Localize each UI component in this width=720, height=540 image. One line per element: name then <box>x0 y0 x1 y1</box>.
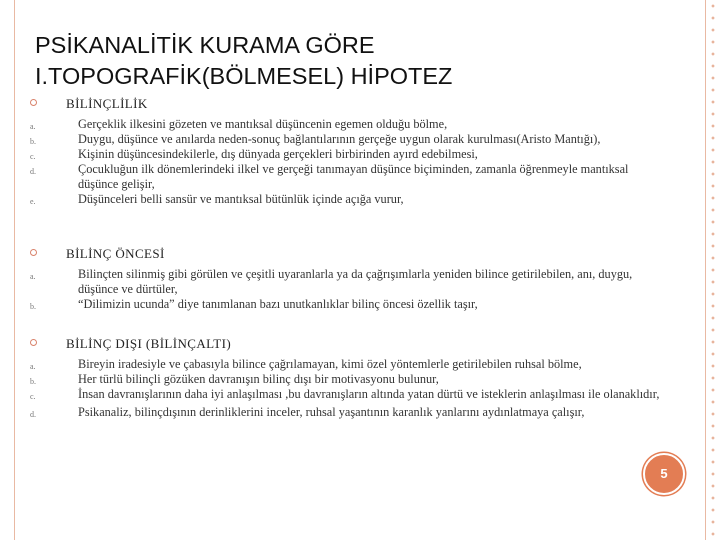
item-letter: b. <box>30 137 36 146</box>
title-line-1: PSİKANALİTİK KURAMA GÖRE <box>35 32 375 58</box>
bullet-icon <box>30 99 37 106</box>
section-heading: BİLİNÇ DIŞI (BİLİNÇALTI) <box>30 335 708 353</box>
page-number: 5 <box>660 466 668 481</box>
list-item <box>30 297 658 312</box>
section-heading: BİLİNÇ ÖNCESİ <box>30 245 658 263</box>
item-letter: b. <box>30 302 36 311</box>
item-letter: d. <box>30 167 36 176</box>
item-text: Bireyin iradesiyle ve çabasıyla bilince çağrılamayan, kimi özel yöntemlerle getirilebilen ruhsal bölme, <box>78 357 582 371</box>
item-text: Psikanaliz, bilinçdışının derinliklerini inceler, ruhsal yaşantının karanlık yanlarını aydınlatmaya çalışır, <box>78 405 585 419</box>
bullet-icon <box>30 249 37 256</box>
item-text: Gerçeklik ilkesini gözeten ve mantıksal düşüncenin egemen olduğu bölme, <box>78 117 448 131</box>
slide-title <box>35 30 675 92</box>
bullet-icon <box>30 339 37 346</box>
item-letter: e. <box>30 197 36 206</box>
item-letter: a. <box>30 122 36 131</box>
item-letter: c. <box>30 392 36 401</box>
item-text: İnsan davranışlarının daha iyi anlaşılması ,bu davranışların altında yatan dürtü ve isteklerin anlaşılması ile olanaklıdır, <box>78 387 660 401</box>
slide-frame-right <box>705 0 706 540</box>
section-bilinc-oncesi <box>30 245 658 312</box>
slide-frame-left <box>14 0 15 540</box>
list-item <box>30 162 638 192</box>
item-letter: b. <box>30 377 36 386</box>
list-item <box>30 132 638 147</box>
item-letter: a. <box>30 362 36 371</box>
list-item <box>30 192 638 207</box>
item-text: Çocukluğun ilk dönemlerindeki ilkel ve gerçeği tanımayan düşünce biçiminden, zamanla öğrenmeyle mantıksal düşünce gelişir, <box>78 162 629 191</box>
title-line-2: I.TOPOGRAFİK(BÖLMESEL) HİPOTEZ <box>35 63 453 89</box>
list-item <box>30 147 638 162</box>
decorative-edge-dots <box>708 0 718 540</box>
list-item <box>30 372 708 387</box>
item-text: Düşünceleri belli sansür ve mantıksal bütünlük içinde açığa vurur, <box>78 192 404 206</box>
item-letter: d. <box>30 410 36 419</box>
item-text: Her türlü bilinçli gözüken davranışın bilinç dışı bir motivasyonu bulunur, <box>78 372 439 386</box>
item-text: “Dilimizin ucunda” diye tanımlanan bazı unutkanlıklar bilinç öncesi özellik taşır, <box>78 297 478 311</box>
list-item <box>30 357 708 372</box>
list-item <box>30 387 708 402</box>
item-text: Kişinin düşüncesindekilerle, dış dünyada gerçekleri birbirinden ayırd edebilmesi, <box>78 147 478 161</box>
list-item <box>30 117 638 132</box>
section-heading: BİLİNÇLİLİK <box>30 95 638 113</box>
list-item <box>30 405 708 420</box>
list-item <box>30 267 658 297</box>
section-bilinc-disi <box>30 335 708 420</box>
item-text: Duygu, düşünce ve anılarda neden-sonuç bağlantılarının gerçeğe uygun olarak kurulması(Aristo Mantığı), <box>78 132 601 146</box>
page-number-badge <box>643 453 685 495</box>
section-bilinclilik <box>30 95 638 207</box>
item-letter: c. <box>30 152 36 161</box>
item-letter: a. <box>30 272 36 281</box>
item-text: Bilinçten silinmiş gibi görülen ve çeşitli uyaranlarla ya da çağrışımlarla yeniden bilince getirilebilen, anı, duygu, düşünce ve dürtüler, <box>78 267 633 296</box>
